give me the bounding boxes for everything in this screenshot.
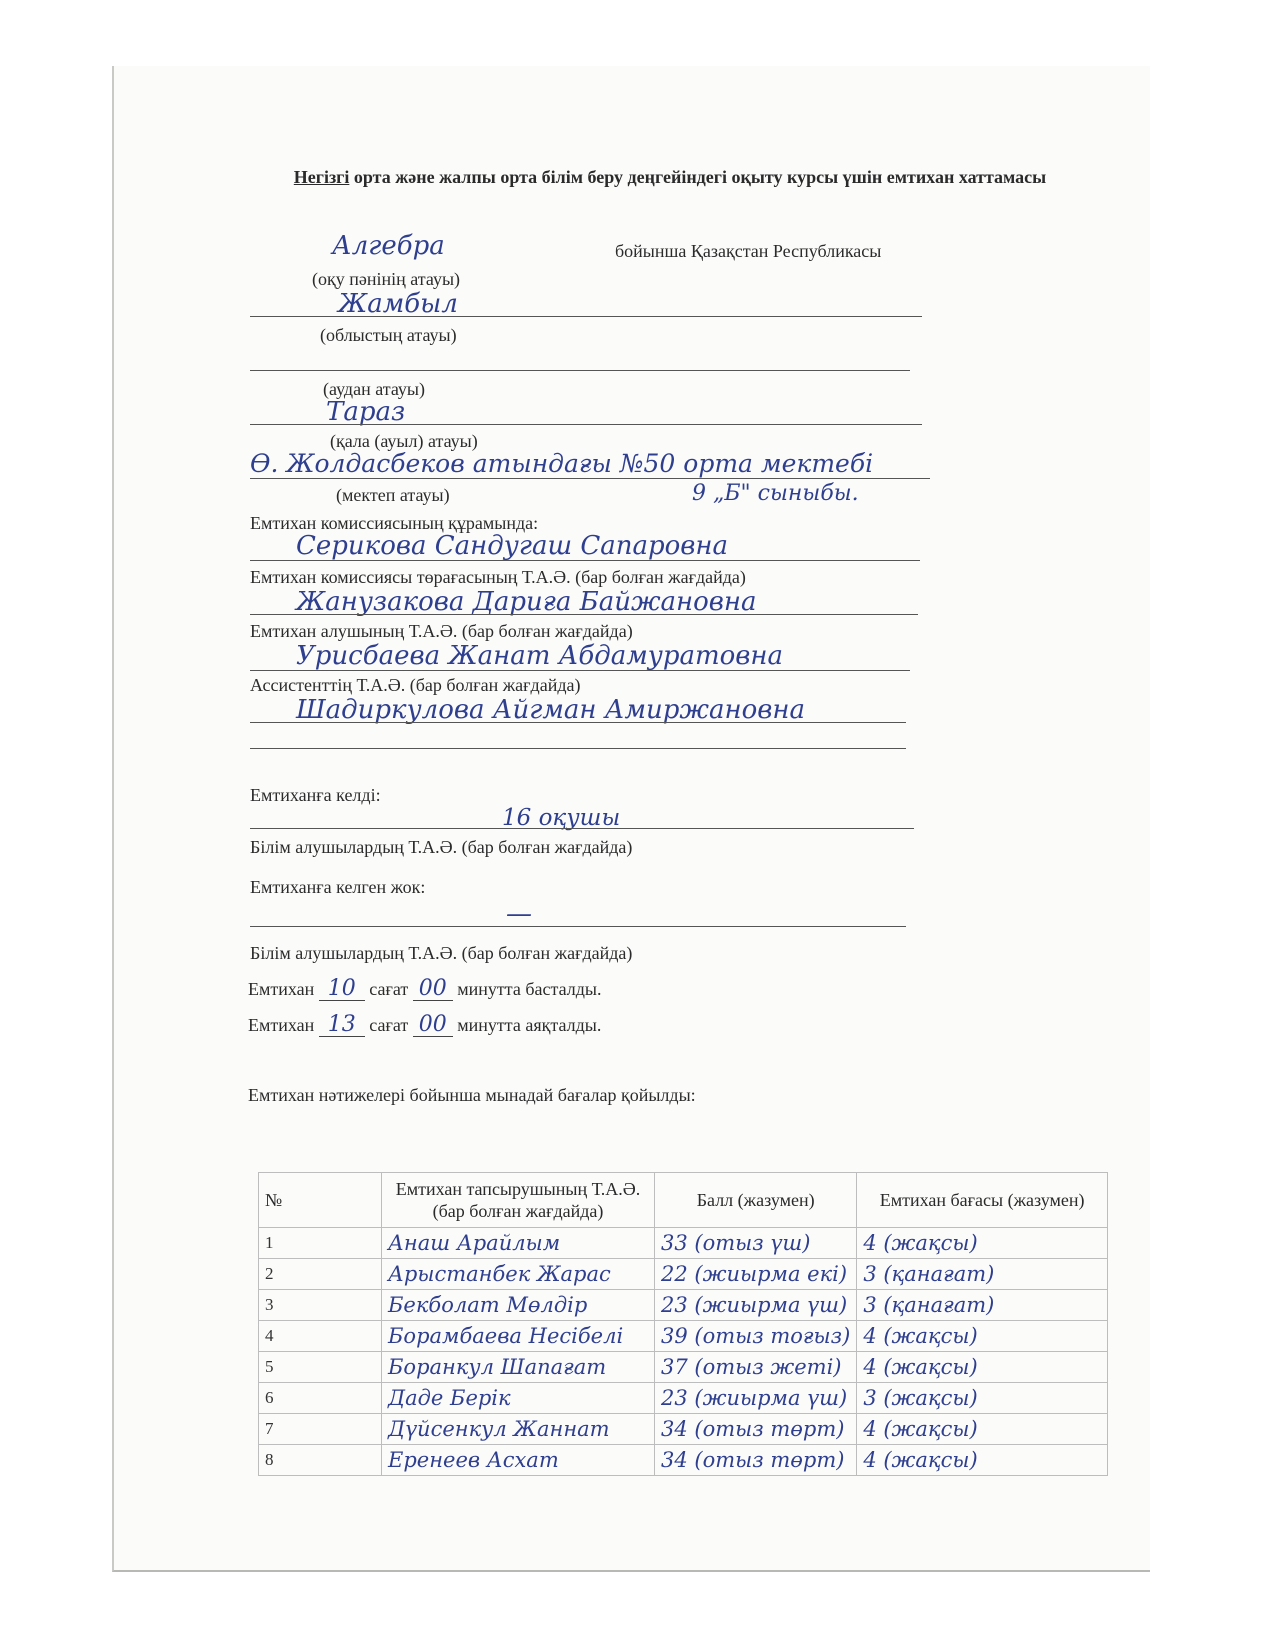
- end-suffix: минутта аяқталды.: [457, 1015, 602, 1035]
- row-number: 7: [259, 1414, 382, 1445]
- grade-cell: 3 (жақсы): [857, 1383, 1108, 1414]
- region-line: [250, 316, 922, 317]
- absent-sublabel: Білім алушылардың Т.А.Ә. (бар болған жағдайда): [250, 943, 633, 963]
- district-line: [250, 370, 910, 371]
- absent-line: [250, 926, 906, 927]
- city-label: (қала (ауыл) атауы): [330, 431, 478, 451]
- end-hours: 13: [319, 1014, 365, 1037]
- table-row: [259, 1259, 1108, 1290]
- table-row: [259, 1290, 1108, 1321]
- results-body: [259, 1228, 1108, 1476]
- title-rest: орта және жалпы орта білім беру деңгейіндегі оқыту курсы үшін емтихан хаттамасы: [349, 167, 1047, 187]
- student-name: Еренеев Асхат: [382, 1445, 655, 1476]
- score-cell: 23 (жиырма үш): [655, 1290, 857, 1321]
- subject-suffix: бойынша Қазақстан Республикасы: [615, 241, 882, 261]
- title-underlined-word: Негізгі: [293, 167, 350, 187]
- student-name: Борамбаева Несібелі: [382, 1321, 655, 1352]
- grade-cell: 4 (жақсы): [857, 1352, 1108, 1383]
- end-prefix: Емтихан: [248, 1015, 315, 1035]
- subject-value: Алгебра: [332, 231, 445, 261]
- attended-value: 16 оқушы: [502, 805, 621, 831]
- chair-line: [250, 614, 918, 615]
- school-line: [250, 478, 930, 479]
- end-time-row: [248, 1014, 601, 1037]
- attended-label: Емтиханға келді:: [250, 785, 381, 805]
- score-cell: 23 (жиырма үш): [655, 1383, 857, 1414]
- row-number: 5: [259, 1352, 382, 1383]
- score-cell: 37 (отыз жеті): [655, 1352, 857, 1383]
- examiner-value: Урисбаева Жанат Абдамуратовна: [296, 641, 784, 671]
- score-cell: 34 (отыз төрт): [655, 1445, 857, 1476]
- start-prefix: Емтихан: [248, 979, 315, 999]
- grade-cell: 3 (қанағат): [857, 1290, 1108, 1321]
- row-number: 6: [259, 1383, 382, 1414]
- grade-cell: 4 (жақсы): [857, 1414, 1108, 1445]
- student-name: Дүйсенкул Жаннат: [382, 1414, 655, 1445]
- score-cell: 22 (жиырма екі): [655, 1259, 857, 1290]
- table-row: [259, 1321, 1108, 1352]
- assistant-value: Шадиркулова Айгман Амиржановна: [296, 695, 806, 725]
- start-minutes: 00: [413, 978, 453, 1001]
- results-heading: Емтихан нәтижелері бойынша мынадай бағалар қойылды:: [248, 1085, 696, 1105]
- page-title: [260, 164, 1080, 191]
- start-suffix: минутта басталды.: [457, 979, 602, 999]
- column-name: Емтихан тапсырушының Т.А.Ә. (бар болған жағдайда): [382, 1173, 655, 1228]
- assistant-line: [250, 722, 906, 723]
- table-row: [259, 1445, 1108, 1476]
- student-name: Даде Берік: [382, 1383, 655, 1414]
- score-cell: 33 (отыз үш): [655, 1228, 857, 1259]
- absent-label: Емтиханға келген жок:: [250, 877, 426, 897]
- start-hours: 10: [319, 978, 365, 1001]
- student-name: Анаш Арайлым: [382, 1228, 655, 1259]
- table-row: [259, 1228, 1108, 1259]
- attended-line: [250, 828, 914, 829]
- assistant-label: Ассистенттің Т.А.Ә. (бар болған жағдайда): [250, 675, 581, 695]
- end-mid: сағат: [369, 1015, 409, 1035]
- grade-cell: 4 (жақсы): [857, 1445, 1108, 1476]
- start-time-row: [248, 978, 601, 1001]
- school-class: 9 „Б" сыныбы.: [692, 481, 859, 506]
- student-name: Боранкул Шапағат: [382, 1352, 655, 1383]
- row-number: 1: [259, 1228, 382, 1259]
- region-value: Жамбыл: [338, 289, 458, 319]
- chair-label: Емтихан комиссиясы төрағасының Т.А.Ә. (бар болған жағдайда): [250, 567, 746, 587]
- row-number: 4: [259, 1321, 382, 1352]
- city-line: [250, 424, 922, 425]
- grade-cell: 4 (жақсы): [857, 1228, 1108, 1259]
- grade-cell: 4 (жақсы): [857, 1321, 1108, 1352]
- chair-value: Жанузакова Дариға Байжановна: [296, 587, 757, 617]
- student-name: Арыстанбек Жарас: [382, 1259, 655, 1290]
- row-number: 8: [259, 1445, 382, 1476]
- results-table: [258, 1172, 1108, 1476]
- subject-label: (оқу пәнінің атауы): [312, 269, 461, 289]
- table-row: [259, 1352, 1108, 1383]
- student-name: Бекболат Мөлдір: [382, 1290, 655, 1321]
- column-number: №: [259, 1173, 382, 1228]
- school-label: (мектеп атауы): [336, 485, 450, 505]
- row-number: 2: [259, 1259, 382, 1290]
- score-cell: 39 (отыз тоғыз): [655, 1321, 857, 1352]
- end-minutes: 00: [413, 1014, 453, 1037]
- attended-sublabel: Білім алушылардың Т.А.Ә. (бар болған жағдайда): [250, 837, 633, 857]
- absent-value: —: [506, 899, 532, 929]
- row-number: 3: [259, 1290, 382, 1321]
- column-grade: Емтихан бағасы (жазумен): [857, 1173, 1108, 1228]
- region-label: (облыстың атауы): [320, 325, 457, 345]
- start-mid: сағат: [369, 979, 409, 999]
- commission-label: Емтихан комиссиясының құрамында:: [250, 513, 539, 533]
- school-value: Ө. Жолдасбеков атындағы №50 орта мектебі: [250, 449, 874, 478]
- examiner-label: Емтихан алушының Т.А.Ә. (бар болған жағдайда): [250, 621, 633, 641]
- examiner-line: [250, 670, 910, 671]
- extra-line: [250, 748, 906, 749]
- score-cell: 34 (отыз төрт): [655, 1414, 857, 1445]
- grade-cell: 3 (қанағат): [857, 1259, 1108, 1290]
- column-score: Балл (жазумен): [655, 1173, 857, 1228]
- table-row: [259, 1414, 1108, 1445]
- results-header-row: [259, 1173, 1108, 1228]
- table-row: [259, 1383, 1108, 1414]
- commission-member: Серикова Сандугаш Сапаровна: [296, 531, 729, 561]
- commission-line: [250, 560, 920, 561]
- district-label: (аудан атауы): [323, 379, 425, 399]
- city-value: Тараз: [326, 397, 406, 427]
